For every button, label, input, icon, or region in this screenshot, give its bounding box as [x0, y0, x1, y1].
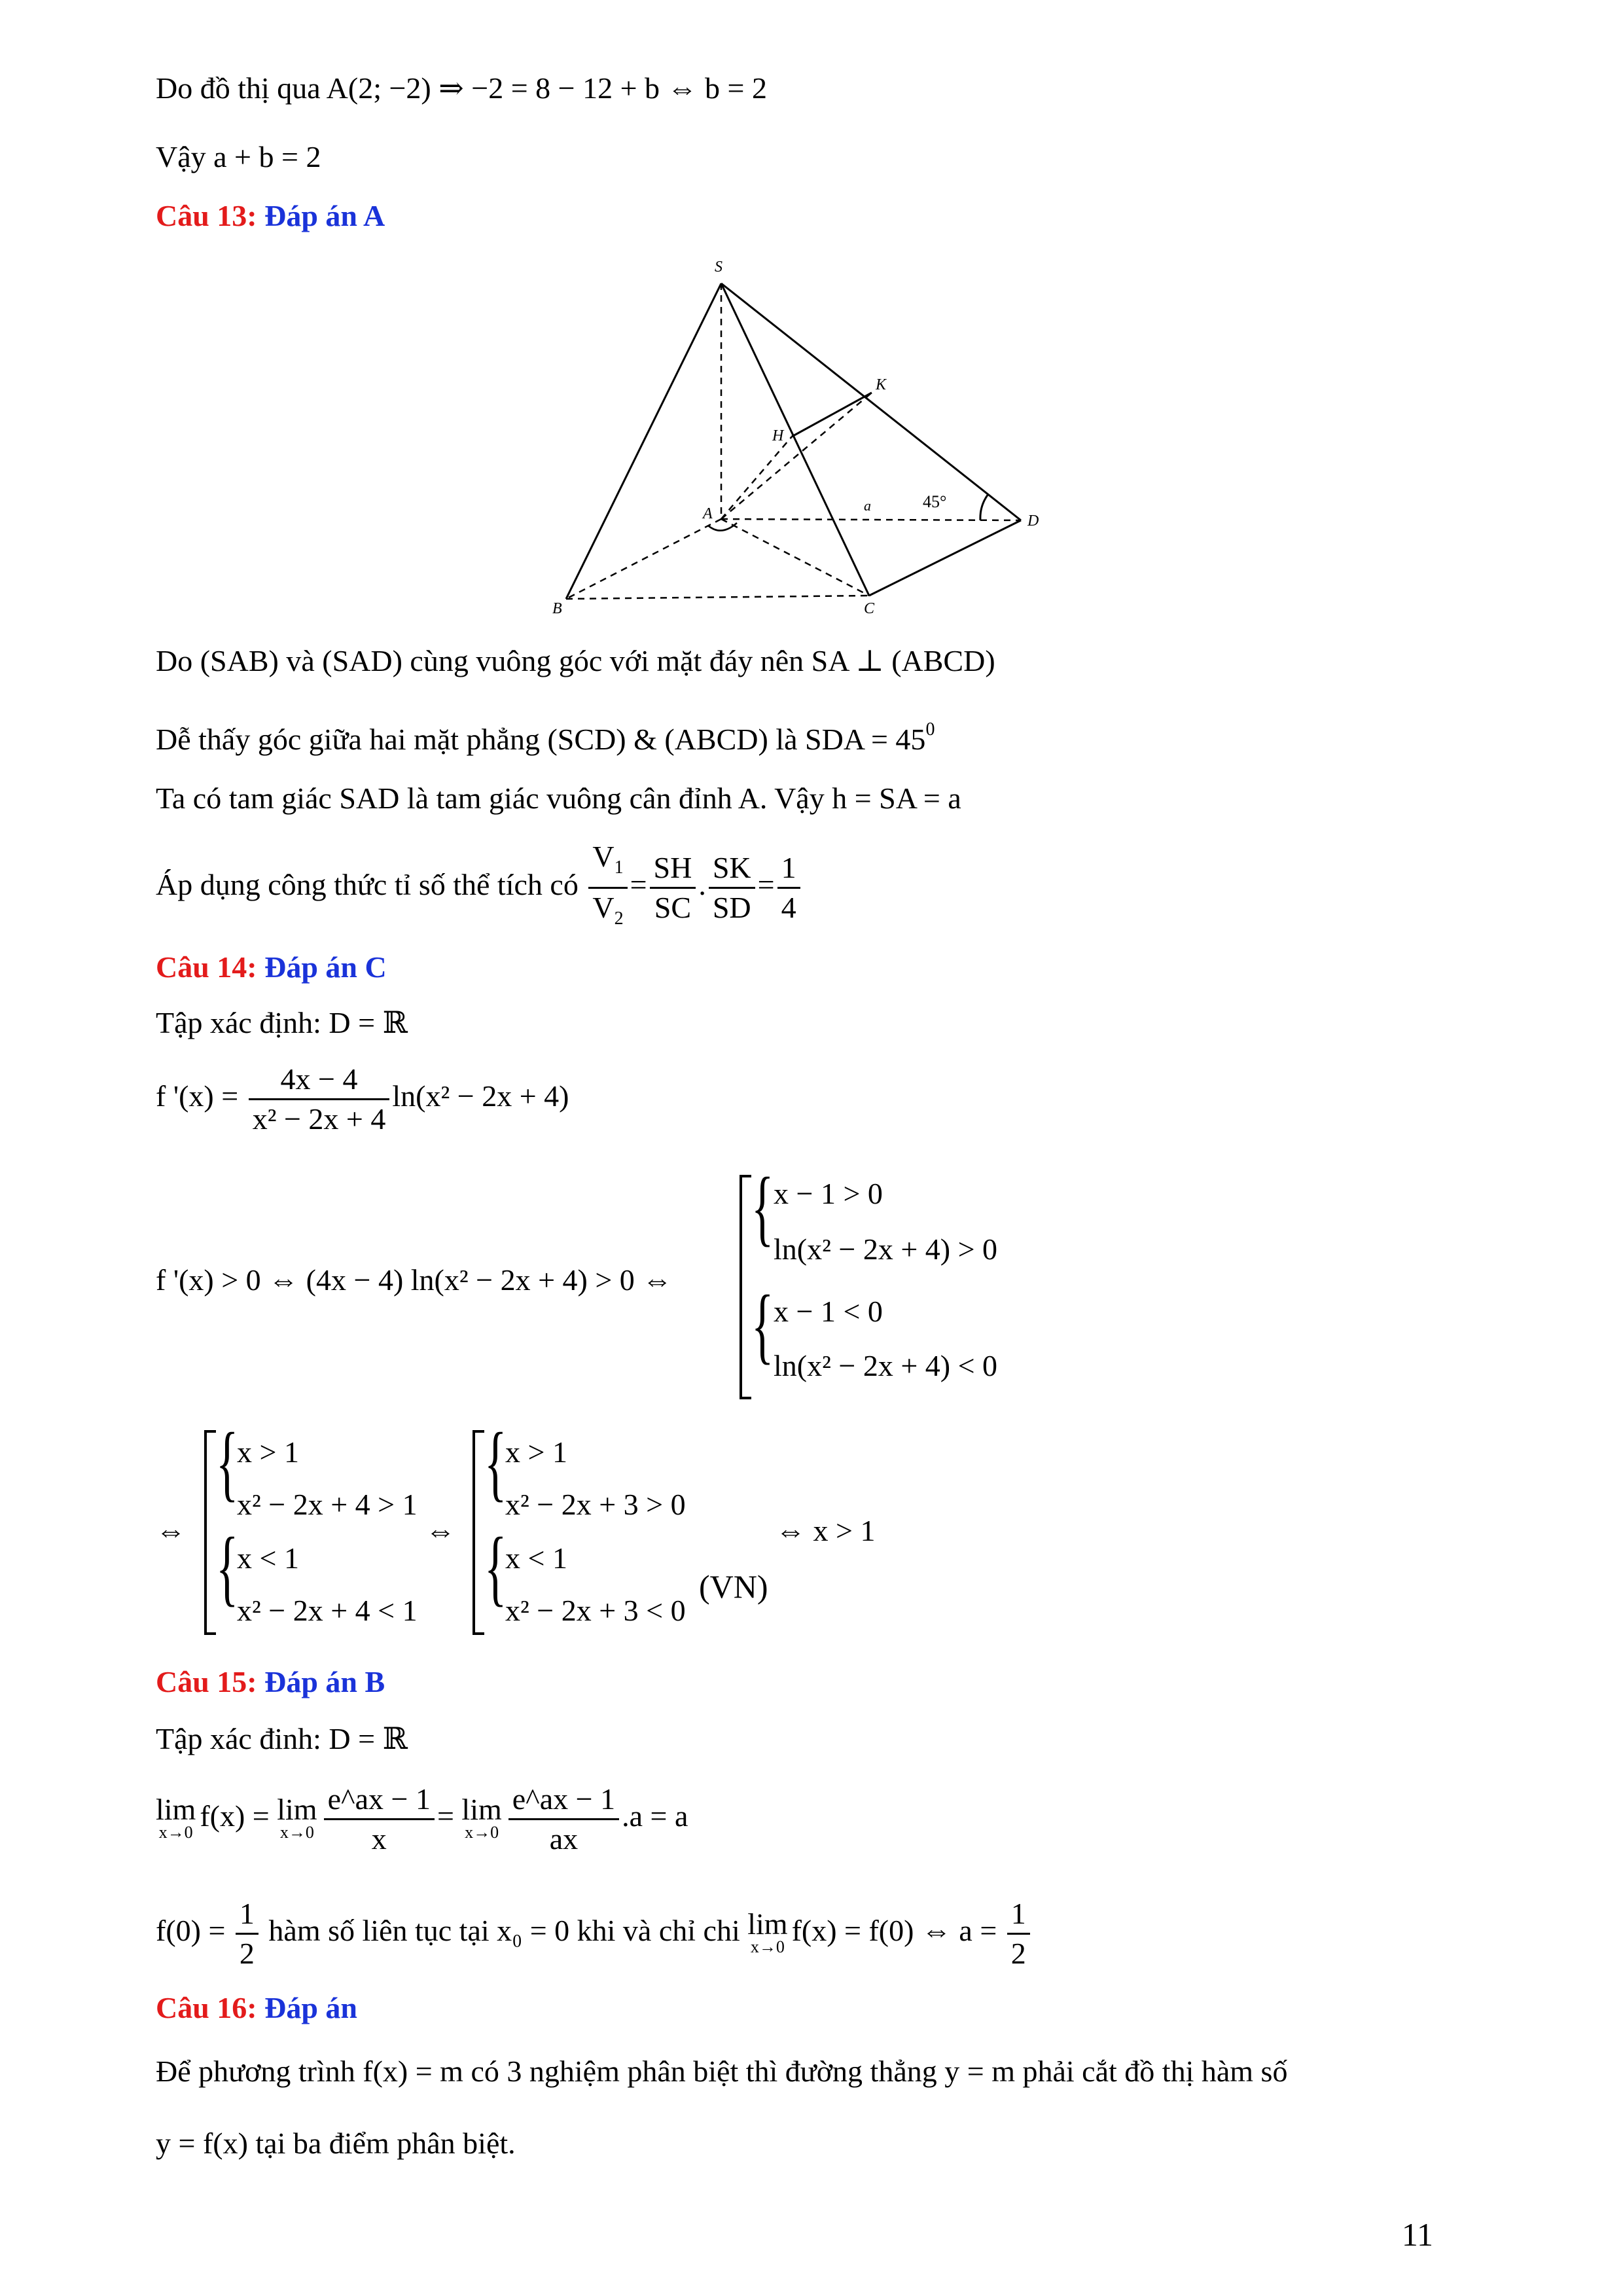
question-14-label: Câu 14: [156, 950, 257, 984]
q15-domain-line: Tập xác đinh: D = ℝ [156, 1722, 408, 1755]
pyramid-figure [543, 259, 1067, 625]
lim-word-2: lim [277, 1792, 317, 1826]
lim-word-1: lim [156, 1792, 196, 1826]
q14-bracket-1 [740, 1175, 751, 1399]
fraction-SK-SD [709, 849, 755, 927]
q14-inequality-line: f '(x) > 0 ⇔ (4x − 4) ln(x² − 2x + 4) > 0 ⇔ [156, 1263, 673, 1297]
q14-system-1-row-4: ln(x² − 2x + 4) < 0 [774, 1349, 998, 1382]
edge-SB [566, 283, 721, 599]
edge-AD [721, 519, 1021, 520]
q14-system-2-row-2: x² − 2x + 4 > 1 [237, 1488, 418, 1521]
angle-arc-D [980, 494, 988, 520]
edge-AB [566, 519, 721, 599]
q16-line-1: Để phương trình f(x) = m có 3 nghiệm phân biệt thì đường thẳng y = m phải cắt đồ thị hàm số [156, 2054, 1288, 2088]
question-13-heading [156, 196, 385, 236]
q15-lim-4 [747, 1907, 788, 1957]
q13-angle-degree: 0 [925, 719, 935, 740]
q14-bracket-3 [473, 1430, 484, 1635]
q15-f0: f(0) = [156, 1914, 226, 1948]
line-graph-through-A: Do đồ thị qua A(2; −2) ⇒ −2 = 8 − 12 + b ⇔ b = 2 [156, 71, 767, 105]
q15-lim-3 [461, 1792, 502, 1842]
q15-continuity-end: f(x) = f(0) ⇔ a = [791, 1914, 997, 1948]
q15-lim-1 [156, 1792, 196, 1842]
sc: SC [654, 891, 692, 924]
q14-derivative-log: ln(x² − 2x + 4) [392, 1079, 569, 1113]
q14-bracket-2 [204, 1430, 216, 1635]
fraction-SH-SC [650, 849, 696, 927]
label-K: K [876, 376, 887, 393]
q14-brace-1a: { [751, 1160, 774, 1255]
q13-angle-line [156, 710, 935, 759]
q15-continuity-text: hàm số liên tục tại x₀ = 0 khi và chỉ chi [268, 1914, 740, 1948]
q14-brace-1b: { [751, 1278, 774, 1372]
q14-result: ⇔ x > 1 [776, 1514, 876, 1547]
edge-AC [721, 519, 869, 596]
q13-volume-ratio-line: Áp dụng công thức tỉ số thể tích có $\frac{V_1}{V_2}$ = $\frac{SH}{SC}$ . $\frac{SK}{SD}$ = $\frac{1}{4}$ [156, 838, 803, 938]
q14-system-2-row-3: x < 1 [237, 1541, 299, 1575]
q15-den-2: ax [549, 1822, 579, 1856]
v1-sub: 1 [614, 857, 624, 878]
q14-brace-2a: { [216, 1416, 239, 1510]
label-S: S [715, 259, 722, 276]
q14-system-3-row-3: x < 1 [505, 1541, 567, 1575]
lim-under-1: x→0 [158, 1822, 193, 1842]
question-16-answer: Đáp án [264, 1991, 358, 2024]
edge-AH [721, 437, 792, 519]
question-15-answer: Đáp án B [264, 1665, 385, 1698]
question-13-label: Câu 13: [156, 199, 257, 232]
q15-continuity-line [156, 1895, 1033, 1973]
label-D: D [1027, 512, 1039, 529]
q15-den-1: x [371, 1822, 387, 1856]
q14-system-1-row-2: ln(x² − 2x + 4) > 0 [774, 1232, 998, 1266]
label-a: a [864, 497, 871, 514]
edge-BC [566, 596, 869, 599]
q14-derivative-lhs: f '(x) = [156, 1079, 239, 1113]
q15-fx: f(x) = [200, 1799, 270, 1833]
question-13-answer: Đáp án A [264, 199, 385, 232]
q14-system-3-row-4: x² − 2x + 3 < 0 [505, 1594, 686, 1627]
q14-frac-num: 4x − 4 [249, 1060, 390, 1100]
v2: V [592, 891, 615, 924]
q14-equiv-2: ⇔ [425, 1514, 455, 1547]
q15-half-1 [236, 1895, 259, 1973]
label-B: B [552, 600, 562, 617]
q16-line-2: y = f(x) tại ba điểm phân biệt. [156, 2126, 516, 2160]
q14-system-1-row-3: x − 1 < 0 [774, 1295, 883, 1328]
q15-equal: = [437, 1799, 454, 1833]
q14-brace-2b: { [216, 1520, 239, 1615]
edge-SC [721, 283, 869, 596]
q13-isosceles-line: Ta có tam giác SAD là tam giác vuông cân đỉnh A. Vậy h = SA = a [156, 781, 961, 815]
question-16-label: Câu 16: [156, 1991, 257, 2024]
fraction-one-quarter [777, 849, 800, 927]
q15-fraction-1 [324, 1780, 435, 1858]
q13-volume-ratio-text: Áp dụng công thức tỉ số thể tích có [156, 868, 579, 902]
edge-HK [792, 393, 872, 437]
q15-tail: .a = a [622, 1799, 688, 1833]
fraction-V1-V2 [588, 838, 627, 938]
question-14-heading [156, 948, 387, 987]
label-angle: 45° [923, 492, 947, 511]
line-a-plus-b: Vậy a + b = 2 [156, 140, 321, 173]
edge-SD [721, 283, 1021, 520]
q14-derivative-line [156, 1060, 569, 1138]
question-15-label: Câu 15: [156, 1665, 257, 1698]
q14-system-1-row-1: x − 1 > 0 [774, 1177, 883, 1210]
half-num-1: 1 [236, 1895, 259, 1935]
half-den-2: 2 [1010, 1937, 1026, 1970]
q14-brace-3b: { [484, 1520, 507, 1615]
one: 1 [777, 849, 800, 889]
edge-CD [869, 520, 1021, 596]
lim-under-3: x→0 [465, 1822, 499, 1842]
q14-system-2-row-4: x² − 2x + 4 < 1 [237, 1594, 418, 1627]
edge-AK [721, 393, 872, 519]
q14-no-solution: (VN) [699, 1568, 768, 1605]
q15-lim-2 [277, 1792, 317, 1842]
q14-derivative-fraction [249, 1060, 390, 1138]
half-den-1: 2 [239, 1937, 255, 1970]
lim-word-3: lim [461, 1792, 502, 1826]
q14-frac-den: x² − 2x + 4 [252, 1102, 386, 1136]
q14-domain-line: Tập xác định: D = ℝ [156, 1006, 408, 1039]
sk: SK [709, 849, 755, 889]
q15-limit-line [156, 1780, 688, 1858]
q14-system-3-row-1: x > 1 [505, 1435, 567, 1469]
label-H: H [772, 427, 784, 444]
q13-perpendicular-line: Do (SAB) và (SAD) cùng vuông góc với mặt đáy nên SA ⊥ (ABCD) [156, 644, 995, 677]
q15-num-2: e^ax − 1 [508, 1780, 619, 1820]
v2-sub: 2 [614, 908, 624, 929]
four: 4 [781, 891, 796, 924]
q15-num-1: e^ax − 1 [324, 1780, 435, 1820]
q14-system-3-row-2: x² − 2x + 3 > 0 [505, 1488, 686, 1521]
label-C: C [864, 600, 875, 617]
q13-angle-text: Dễ thấy góc giữa hai mặt phẳng (SCD) & (ABCD) là SDA = 45 [156, 723, 926, 756]
question-15-heading [156, 1662, 385, 1702]
sh: SH [650, 849, 696, 889]
q14-equiv-1: ⇔ [156, 1514, 186, 1547]
lim-under-4: x→0 [750, 1937, 785, 1956]
lim-word-4: lim [747, 1907, 788, 1941]
q14-brace-3a: { [484, 1416, 507, 1510]
question-16-heading [156, 1988, 357, 2028]
half-num-2: 1 [1007, 1895, 1030, 1935]
q15-half-2 [1007, 1895, 1030, 1973]
page-number: 11 [1401, 2216, 1433, 2253]
label-A: A [703, 505, 713, 522]
q15-fraction-2 [508, 1780, 619, 1858]
q14-system-2-row-1: x > 1 [237, 1435, 299, 1469]
lim-under-2: x→0 [279, 1822, 314, 1842]
v1: V [592, 840, 615, 873]
sd: SD [712, 891, 751, 924]
question-14-answer: Đáp án C [264, 950, 387, 984]
